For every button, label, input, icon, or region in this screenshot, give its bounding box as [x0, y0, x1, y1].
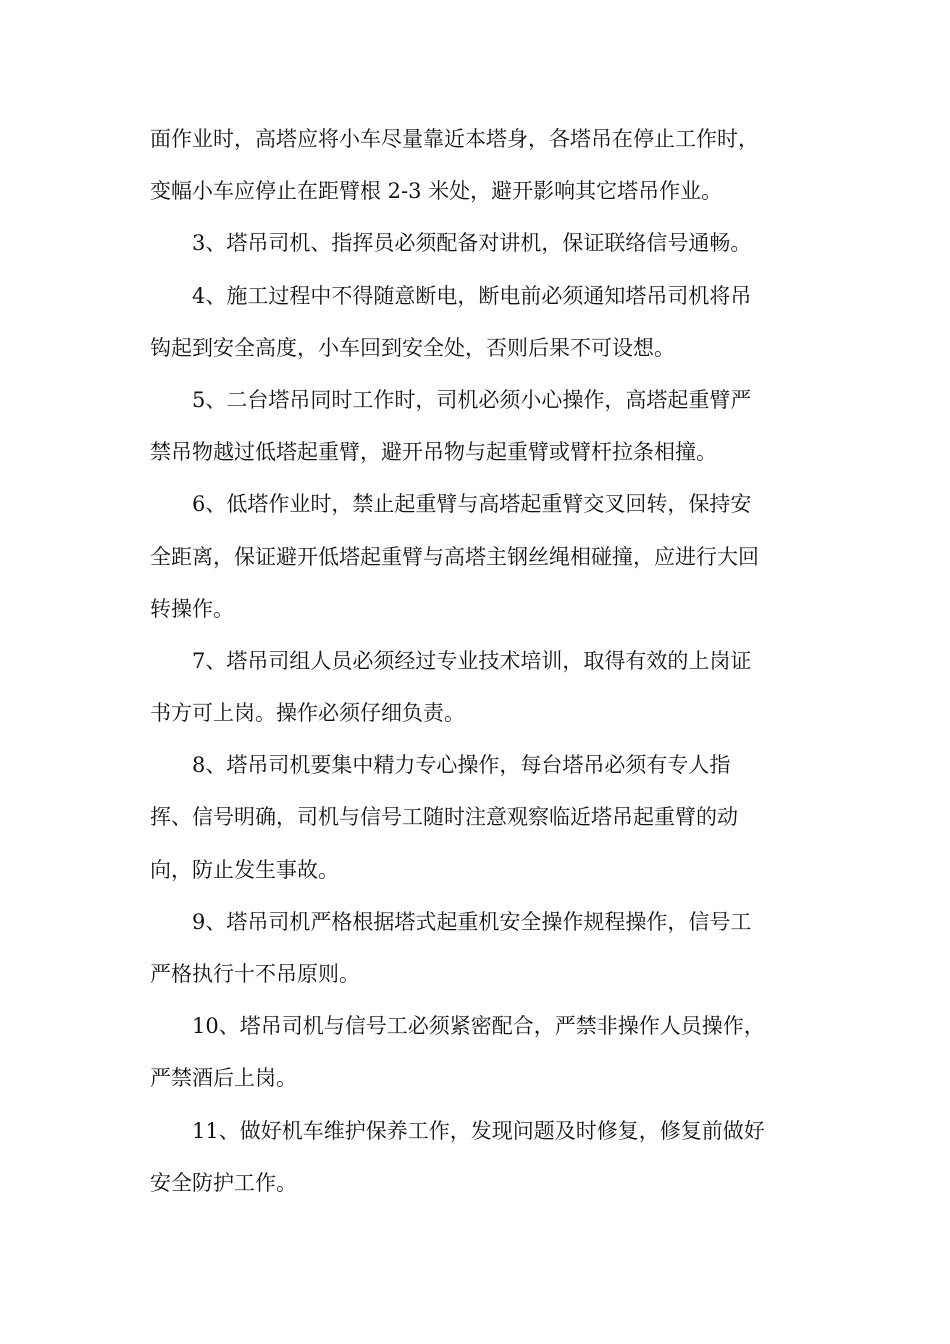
text-line: 向，防止发生事故。: [150, 857, 339, 882]
text-line: 全距离，保证避开低塔起重臂与高塔主钢丝绳相碰撞，应进行大回: [150, 544, 759, 569]
text-line: 11、做好机车维护保养工作，发现问题及时修复，修复前做好: [192, 1118, 765, 1143]
text-line: 面作业时，高塔应将小车尽量靠近本塔身，各塔吊在停止工作时，: [150, 127, 759, 151]
text-line: 禁吊物越过低塔起重臂，避开吊物与起重臂或臂杆拉条相撞。: [150, 440, 717, 465]
text-line: 10、塔吊司机与信号工必须紧密配合，严禁非操作人员操作，: [192, 1014, 765, 1039]
body-text: [150, 113, 800, 1209]
text-line: 4、施工过程中不得随意断电，断电前必须通知塔吊司机将吊: [192, 283, 752, 308]
text-line: 5、二台塔吊同时工作时，司机必须小心操作，高塔起重臂严: [192, 387, 752, 412]
text-line: 严格执行十不吊原则。: [150, 962, 360, 986]
text-line: 挥、信号明确，司机与信号工随时注意观察临近塔吊起重臂的动: [150, 805, 738, 830]
text-line: 6、低塔作业时，禁止起重臂与高塔起重臂交叉回转，保持安: [192, 492, 752, 517]
text-line: 3、塔吊司机、指挥员必须配备对讲机，保证联络信号通畅。: [192, 231, 752, 256]
text-line: 7、塔吊司组人员必须经过专业技术培训，取得有效的上岗证: [192, 648, 752, 673]
text-line: 转操作。: [150, 596, 234, 621]
text-line: 书方可上岗。操作必须仔细负责。: [150, 701, 465, 726]
text-line: 安全防护工作。: [150, 1170, 297, 1195]
text-line: 钩起到安全高度，小车回到安全处，否则后果不可设想。: [150, 335, 675, 360]
text-line: 变幅小车应停止在距臂根 2-3 米处，避开影响其它塔吊作业。: [150, 179, 723, 204]
text-line: 严禁酒后上岗。: [150, 1066, 297, 1091]
text-line: 8、塔吊司机要集中精力专心操作，每台塔吊必须有专人指: [192, 753, 731, 778]
text-line: 9、塔吊司机严格根据塔式起重机安全操作规程操作，信号工: [192, 909, 752, 934]
